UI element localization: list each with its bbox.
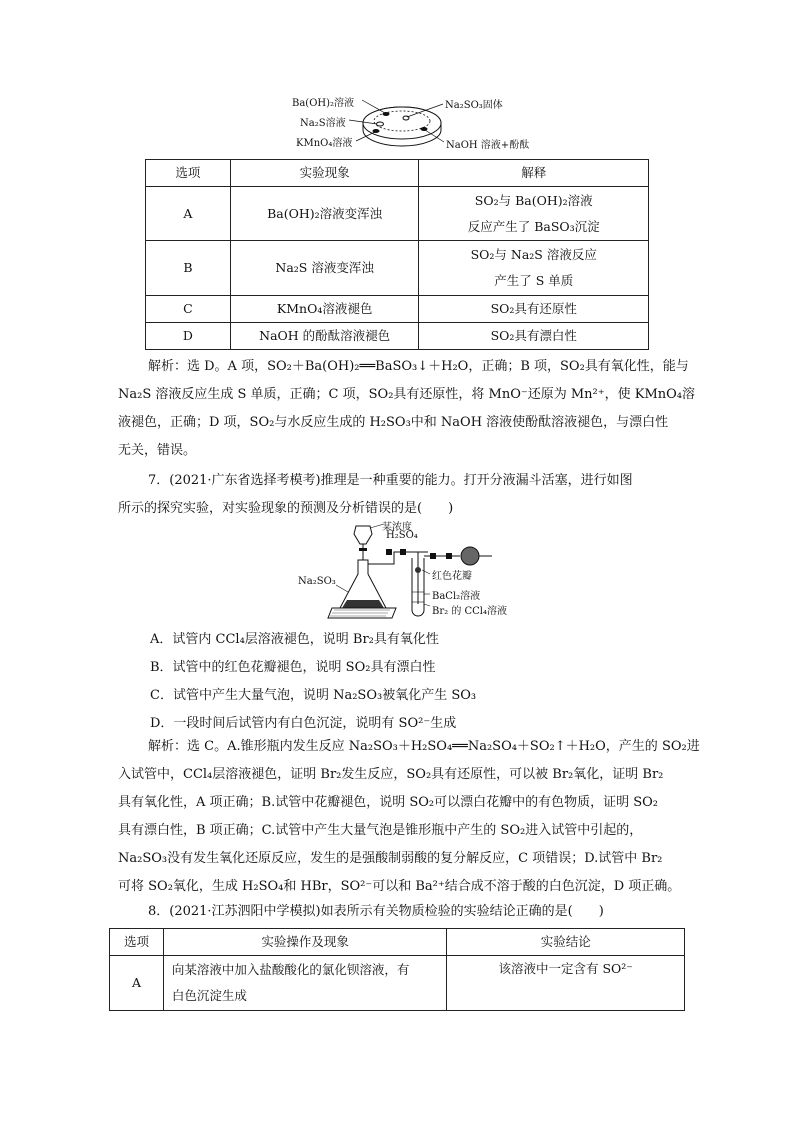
row-option: A bbox=[146, 187, 231, 241]
table-experiment-2 bbox=[109, 928, 685, 1011]
label-kmno4: KMnO₄溶液 bbox=[296, 138, 353, 149]
explanation-line: 反应产生了 BaSO₃沉淀 bbox=[467, 218, 600, 234]
analysis-line: 具有氧化性，A 项正确；B.试管中花瓣褪色，说明 SO₂可以漂白花瓣中的有色物质，证明 SO₂ bbox=[118, 795, 659, 810]
header-option: 选项 bbox=[110, 929, 164, 956]
option-c: C．试管中产生大量气泡，说明 Na₂SO₃被氧化产生 SO₃ bbox=[150, 688, 477, 703]
row-phenomenon: NaOH 的酚酞溶液褪色 bbox=[230, 323, 419, 350]
analysis-6 bbox=[118, 353, 698, 465]
label-na2s: Na₂S溶液 bbox=[300, 118, 346, 129]
explanation-line: SO₂与 Ba(OH)₂溶液 bbox=[474, 192, 593, 208]
label-acid-formula: H₂SO₄ bbox=[386, 530, 418, 541]
question-line: 7．(2021·广东省选择考模考)推理是一种重要的能力。打开分液漏斗活塞，进行如图 bbox=[148, 473, 633, 488]
analysis-line: Na₂S 溶液反应生成 S 单质，正确；C 项，SO₂具有还原性，将 MnO⁻还原为 Mn²⁺，使 KMnO₄溶 bbox=[118, 387, 696, 402]
row-phenomenon: Na₂S 溶液变浑浊 bbox=[230, 241, 419, 296]
label-na2so3: Na₂SO₃固体 bbox=[445, 100, 503, 111]
row-explanation: SO₂具有漂白性 bbox=[419, 323, 649, 350]
analysis-line: 具有漂白性，B 项正确；C.试管中产生大量气泡是锥形瓶中产生的 SO₂进入试管中引起的， bbox=[118, 823, 643, 838]
analysis-line: 解析：选 D。A 项，SO₂＋Ba(OH)₂══BaSO₃↓＋H₂O，正确；B 项，SO₂具有氧化性，能与 bbox=[148, 359, 689, 374]
row-phenomenon: Ba(OH)₂溶液变浑浊 bbox=[230, 187, 419, 241]
explanation-line: 产生了 S 单质 bbox=[494, 273, 574, 288]
petri-dish-figure bbox=[290, 90, 530, 151]
operation-line: 向某溶液中加入盐酸酸化的氯化钡溶液，有 bbox=[171, 962, 410, 977]
option-d: D．一段时间后试管内有白色沉淀，说明有 SO²⁻生成 bbox=[150, 716, 457, 731]
table-row bbox=[110, 956, 685, 1011]
label-bacl2: BaCl₂溶液 bbox=[432, 591, 481, 602]
header-explanation: 解释 bbox=[419, 160, 649, 187]
question-8-line: 8．(2021·江苏泗阳中学模拟)如表所示有关物质检验的实验结论正确的是( ) bbox=[148, 904, 604, 919]
row-option: D bbox=[146, 323, 231, 350]
question-line: 所示的探究实验，对实验现象的预测及分析错误的是( ) bbox=[118, 501, 454, 516]
label-baoh2: Ba(OH)₂溶液 bbox=[292, 98, 355, 109]
row-option: B bbox=[146, 241, 231, 296]
option-a: A．试管内 CCl₄层溶液褪色，说明 Br₂具有氧化性 bbox=[150, 632, 439, 647]
option-b: B．试管中的红色花瓣褪色，说明 SO₂具有漂白性 bbox=[150, 660, 436, 675]
row-conclusion: 该溶液中一定含有 SO²⁻ bbox=[447, 956, 685, 1011]
question-7 bbox=[118, 467, 698, 523]
label-br2-ccl4: Br₂ 的 CCl₄溶液 bbox=[432, 606, 508, 617]
label-na2so3-solid: Na₂SO₃ bbox=[298, 576, 336, 587]
table-row bbox=[146, 323, 649, 350]
analysis-line: Na₂SO₃没有发生氧化还原反应，发生的是强酸制弱酸的复分解反应，C 项错误；D.试管中 Br₂ bbox=[118, 851, 663, 866]
row-explanation bbox=[419, 241, 649, 296]
table-header-row bbox=[146, 160, 649, 187]
label-petal: 红色花瓣 bbox=[432, 571, 472, 582]
analysis-line: 入试管中，CCl₄层溶液褪色，证明 Br₂发生反应，SO₂具有还原性，可以被 Br₂氧化，证明 Br₂ bbox=[118, 767, 664, 782]
table-row bbox=[146, 187, 649, 241]
label-naoh: NaOH 溶液+酚酞 bbox=[446, 140, 530, 151]
header-operation: 实验操作及现象 bbox=[163, 929, 446, 956]
table-header-row bbox=[110, 929, 685, 956]
header-option: 选项 bbox=[146, 160, 231, 187]
header-conclusion: 实验结论 bbox=[447, 929, 685, 956]
row-explanation: SO₂具有还原性 bbox=[419, 296, 649, 323]
row-explanation bbox=[419, 187, 649, 241]
table-row bbox=[146, 296, 649, 323]
apparatus-figure bbox=[300, 522, 530, 622]
row-option: A bbox=[110, 956, 164, 1011]
analysis-line: 可将 SO₂氧化，生成 H₂SO₄和 HBr，SO²⁻可以和 Ba²⁺结合成不溶于酸的白色沉淀，D 项正确。 bbox=[118, 879, 681, 894]
header-phenomenon: 实验现象 bbox=[230, 160, 419, 187]
analysis-line: 解析：选 C。A.锥形瓶内发生反应 Na₂SO₃＋H₂SO₄══Na₂SO₄＋SO₂↑＋H₂O，产生的 SO₂进 bbox=[148, 739, 700, 754]
row-option: C bbox=[146, 296, 231, 323]
table-row bbox=[146, 241, 649, 296]
label-acid: 某浓度 bbox=[382, 522, 412, 533]
analysis-line: 无关，错误。 bbox=[118, 443, 197, 458]
analysis-line: 液褪色，正确；D 项，SO₂与水反应生成的 H₂SO₃中和 NaOH 溶液使酚酞溶液褪色，与漂白性 bbox=[118, 415, 669, 430]
operation-line: 白色沉淀生成 bbox=[171, 988, 247, 1003]
table-experiment-1 bbox=[145, 159, 649, 350]
row-phenomenon: KMnO₄溶液褪色 bbox=[230, 296, 419, 323]
row-operation bbox=[163, 956, 446, 1011]
analysis-7 bbox=[118, 733, 698, 901]
explanation-line: SO₂与 Na₂S 溶液反应 bbox=[470, 247, 597, 262]
